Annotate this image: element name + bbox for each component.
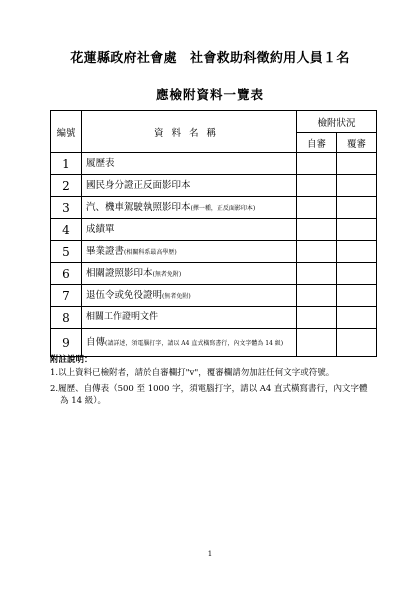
document-name-cell — [82, 153, 297, 175]
final-review-checkbox[interactable] — [337, 329, 377, 357]
header-check-status: 檢附狀況 — [297, 111, 377, 133]
notes-section — [50, 354, 376, 407]
row-number: 4 — [51, 219, 82, 241]
document-name: 退伍令或免役證明 — [86, 289, 163, 301]
document-name-cell — [82, 219, 297, 241]
document-note: (相關科系最高學歷) — [124, 248, 177, 256]
final-review-checkbox[interactable] — [337, 307, 377, 329]
table-row — [51, 175, 377, 197]
row-number: 2 — [51, 175, 82, 197]
header-document-name: 資料名稱 — [82, 111, 297, 153]
final-review-checkbox[interactable] — [337, 241, 377, 263]
header-self-review: 自審 — [297, 133, 337, 153]
note-item: 2.履歷、自傳表（500 至 1000 字，須電腦打字，請以 A4 直式橫寫書行，內文字體為 14 級）。 — [50, 384, 368, 406]
document-name-cell — [82, 197, 297, 219]
table-row — [51, 263, 377, 285]
self-review-checkbox[interactable] — [297, 285, 337, 307]
row-number: 1 — [51, 153, 82, 175]
final-review-checkbox[interactable] — [337, 197, 377, 219]
table-row — [51, 285, 377, 307]
page-number: 1 — [207, 550, 213, 558]
document-name: 履歷表 — [86, 157, 115, 169]
row-number: 3 — [51, 197, 82, 219]
self-review-checkbox[interactable] — [297, 219, 337, 241]
self-review-checkbox[interactable] — [297, 307, 337, 329]
document-name: 相關工作證明文件 — [86, 312, 159, 322]
document-name: 國民身分證正反面影印本 — [86, 179, 191, 191]
self-review-checkbox[interactable] — [297, 153, 337, 175]
document-name: 畢業證書 — [86, 245, 125, 257]
document-name: 自傳 — [86, 336, 106, 348]
table-row — [51, 197, 377, 219]
table-row — [51, 219, 377, 241]
document-name-cell — [82, 263, 297, 285]
table-row — [51, 241, 377, 263]
document-name-cell — [82, 175, 297, 197]
row-number: 6 — [51, 263, 82, 285]
table-row — [51, 307, 377, 329]
notes-title: 附註說明： — [50, 355, 93, 365]
table-row — [51, 153, 377, 175]
page-subtitle: 應檢附資料一覽表 — [155, 87, 264, 102]
table-row — [51, 329, 377, 357]
self-review-checkbox[interactable] — [297, 197, 337, 219]
document-name: 成績單 — [86, 223, 115, 235]
header-final-review: 覆審 — [337, 133, 377, 153]
document-note: (無者免附) — [152, 270, 182, 278]
row-number: 7 — [51, 285, 82, 307]
final-review-checkbox[interactable] — [337, 263, 377, 285]
page-title: 花蓮縣政府社會處 社會救助科徵約用人員１名 — [70, 51, 350, 66]
row-number: 5 — [51, 241, 82, 263]
document-name-cell — [82, 329, 297, 357]
row-number: 9 — [51, 329, 82, 357]
document-name-cell — [82, 307, 297, 329]
checklist-table — [50, 110, 377, 357]
self-review-checkbox[interactable] — [297, 263, 337, 285]
final-review-checkbox[interactable] — [337, 153, 377, 175]
final-review-checkbox[interactable] — [337, 285, 377, 307]
header-number: 編號 — [51, 111, 82, 153]
document-note: (請詳述，須電腦打字，請以 A4 直式橫寫書行，內文字體為 14 級) — [105, 339, 284, 347]
self-review-checkbox[interactable] — [297, 241, 337, 263]
row-number: 8 — [51, 307, 82, 329]
document-name-cell — [82, 285, 297, 307]
self-review-checkbox[interactable] — [297, 175, 337, 197]
document-name-cell — [82, 241, 297, 263]
final-review-checkbox[interactable] — [337, 175, 377, 197]
document-note: (擇一種，正反面影印本) — [190, 204, 256, 212]
document-name: 汽、機車駕駛執照影印本 — [86, 201, 191, 213]
document-note: (無者免附) — [162, 292, 191, 300]
final-review-checkbox[interactable] — [337, 219, 377, 241]
note-item: 1.以上資料已檢附者，請於自審欄打"v"，覆審欄請勿加註任何文字或符號。 — [50, 368, 335, 378]
self-review-checkbox[interactable] — [297, 329, 337, 357]
table-header-row — [51, 111, 377, 133]
document-name: 相關證照影印本 — [86, 267, 153, 279]
